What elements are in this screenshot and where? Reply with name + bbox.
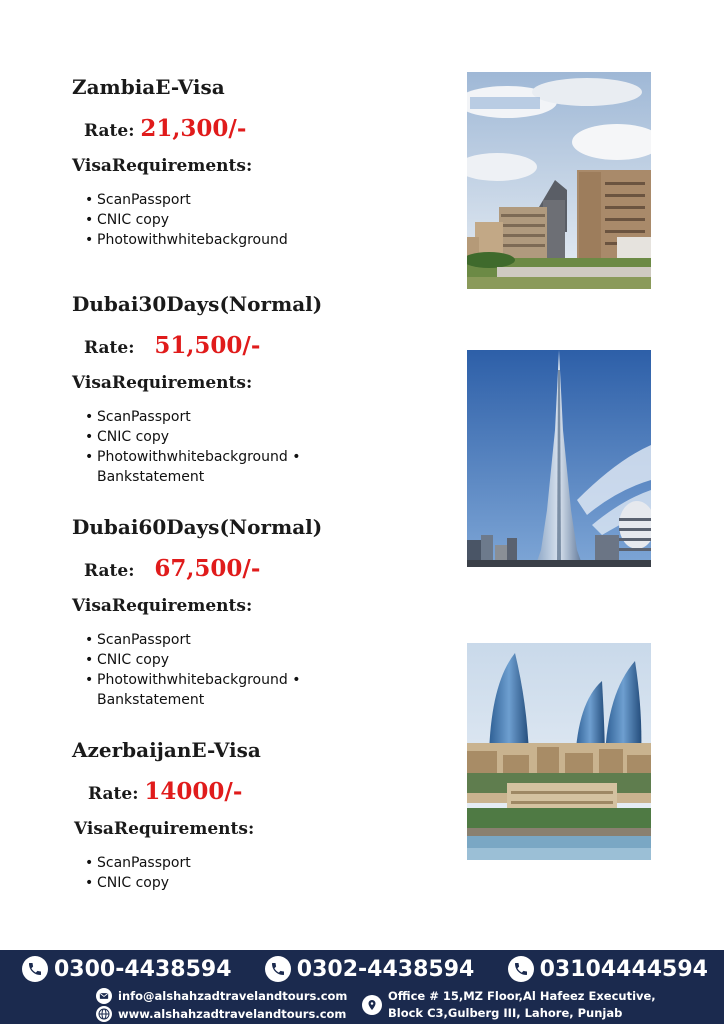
zambia-city-photo [467,72,651,289]
location-pin-icon [362,995,382,1015]
address-line-2: Block C3,Gulberg III, Lahore, Punjab [388,1006,623,1020]
rate-value: 21,300/- [140,115,247,142]
requirement-item-continued: Bankstatement [97,469,205,485]
requirement-item: • ScanPassport [85,630,300,650]
requirement-item: • Photowithwhitebackground [85,230,288,250]
requirements-heading: VisaRequirements: [72,596,253,616]
requirement-item: • ScanPassport [85,407,300,427]
email-contact[interactable] [96,988,347,1004]
section-title: Dubai30Days(Normal) [72,292,323,316]
requirement-item: • Photowithwhitebackground • [85,447,300,467]
requirement-item: • CNIC copy [85,427,300,447]
phone-icon [22,956,48,982]
requirement-item: • CNIC copy [85,650,300,670]
requirements-heading: VisaRequirements: [72,373,253,393]
baku-flame-towers-photo [467,643,651,860]
requirements-list [85,853,191,893]
requirement-item: • CNIC copy [85,873,191,893]
requirements-list [85,630,300,710]
phone-numbers [22,956,708,982]
envelope-icon [96,988,112,1004]
section-title: ZambiaE-Visa [72,75,225,99]
office-address [388,988,656,1022]
rate-label: Rate: [84,561,135,581]
globe-icon [96,1006,112,1022]
website-contact[interactable] [96,1006,346,1022]
requirements-heading: VisaRequirements: [74,819,255,839]
phone-number: 03104444594 [539,956,708,982]
email-address: info@alshahzadtravelandtours.com [118,989,348,1003]
rate-value: 14000/- [144,778,243,805]
requirements-list [85,407,300,487]
rate-label: Rate: [88,784,139,804]
zambia-city-illustration [467,72,651,289]
phone-number: 0300-4438594 [54,956,232,982]
requirement-item: • ScanPassport [85,190,288,210]
requirement-item: • Photowithwhitebackground • [85,670,300,690]
requirement-item: • CNIC copy [85,210,288,230]
rate-value: 51,500/- [154,332,261,359]
phone-number: 0302-4438594 [296,956,475,982]
contact-footer [0,950,724,1024]
rate-label: Rate: [84,338,135,358]
phone-icon [508,956,534,982]
phone-contact-3[interactable] [508,956,708,982]
baku-flame-towers-illustration [467,643,651,860]
section-title: AzerbaijanE-Visa [72,738,261,762]
website-url: www.alshahzadtravelandtours.com [118,1007,347,1021]
requirement-item-continued: Bankstatement [97,692,205,708]
phone-contact-1[interactable] [22,956,232,982]
requirements-heading: VisaRequirements: [72,156,253,176]
rate-line [84,555,260,582]
rate-label: Rate: [84,121,135,141]
phone-contact-2[interactable] [265,956,475,982]
section-title: Dubai60Days(Normal) [72,515,323,539]
rate-line [84,332,260,359]
rate-line [88,778,242,805]
requirement-item: • ScanPassport [85,853,191,873]
burj-khalifa-illustration [467,350,651,567]
rate-line [84,115,246,142]
address-line-1: Office # 15,MZ Floor,Al Hafeez Executive, [388,989,656,1003]
phone-icon [265,956,291,982]
rate-value: 67,500/- [154,555,261,582]
requirements-list [85,190,288,250]
burj-khalifa-photo [467,350,651,567]
